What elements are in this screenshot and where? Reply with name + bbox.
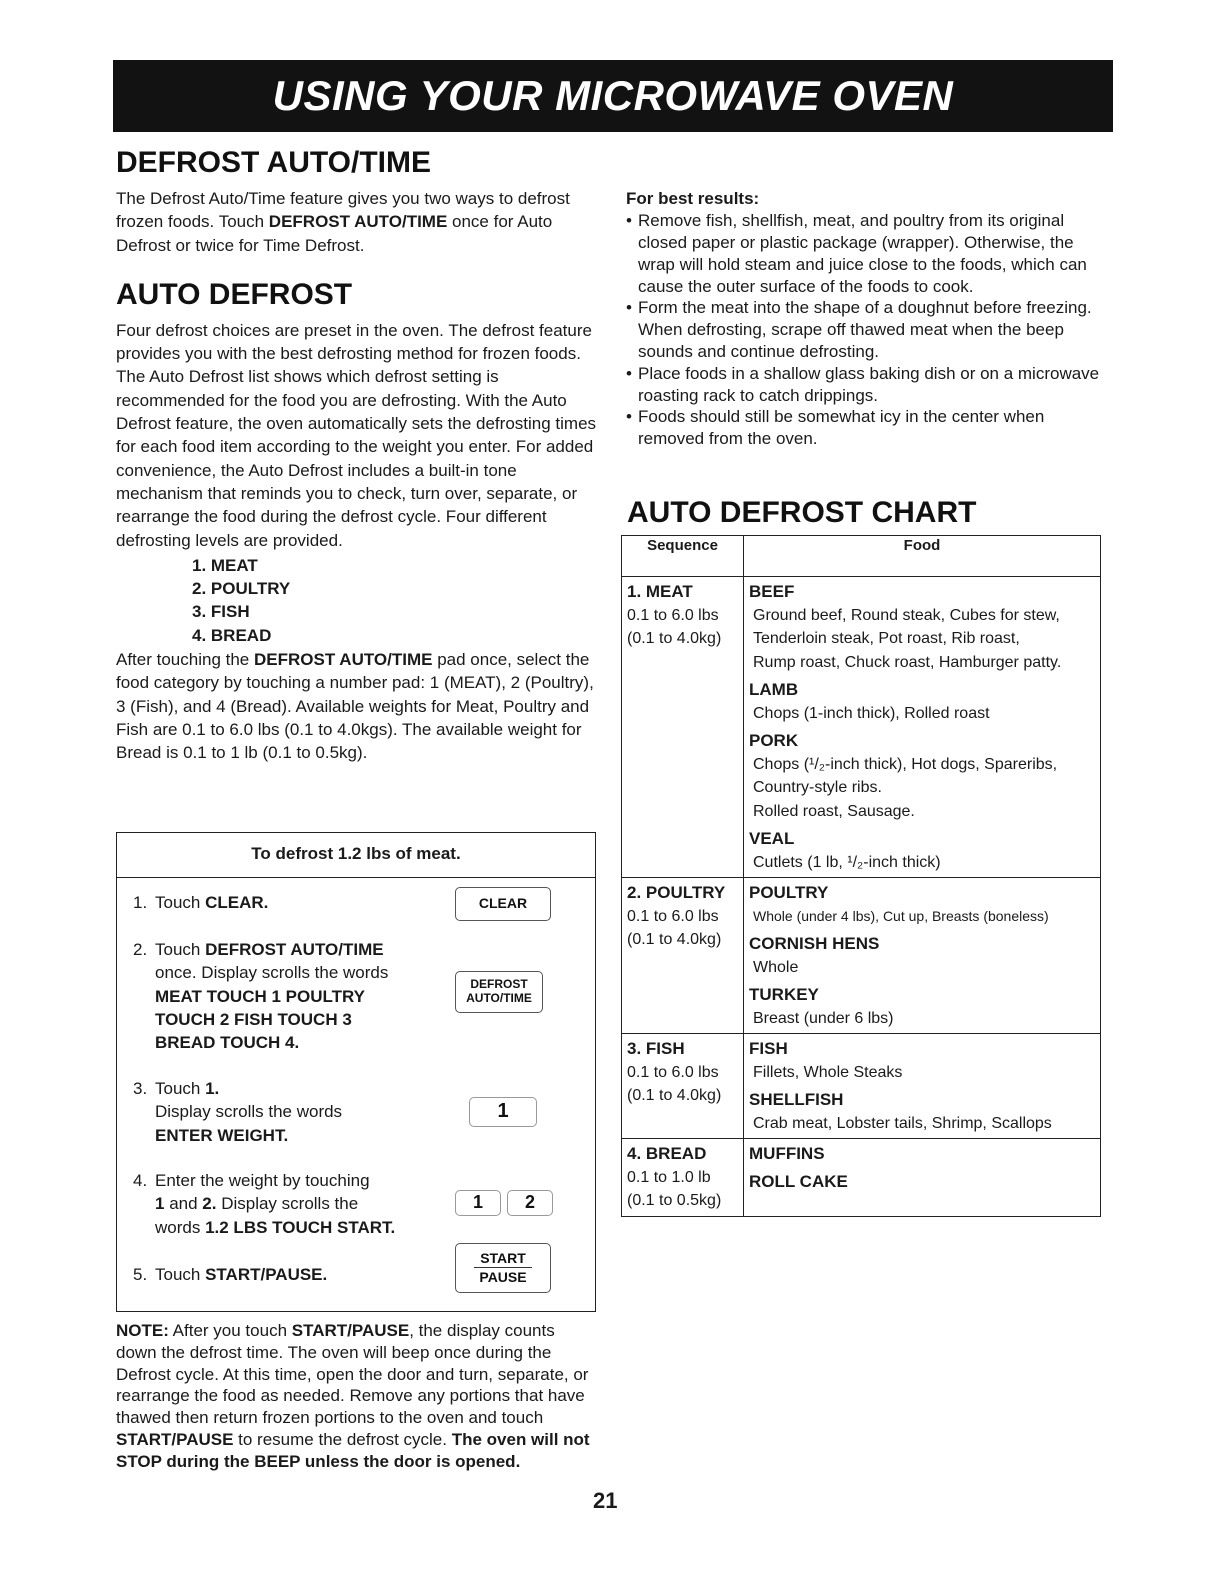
food-item: Fillets, Whole Steaks: [753, 1063, 903, 1081]
step-3: 3. Touch 1. Display scrolls the words ENTER WEIGHT.: [133, 1079, 343, 1145]
food-category: PORK: [749, 731, 799, 750]
sequence-name: 4. BREAD: [627, 1144, 707, 1163]
auto-defrost-chart-table: [621, 535, 1101, 1217]
sequence-cell: [622, 878, 744, 1034]
sequence-cell: [622, 1034, 744, 1139]
table-row: [622, 577, 1101, 878]
page-number: 21: [593, 1488, 618, 1513]
defrost-autotime-intro: The Defrost Auto/Time feature gives you two ways to defrost frozen foods. Touch DEFROST AUTO/TIME once for Auto Defrost or twice for Time Defrost.: [116, 189, 570, 255]
sequence-cell: [622, 577, 744, 878]
food-item: Crab meat, Lobster tails, Shrimp, Scallops: [753, 1114, 1052, 1132]
food-category: CORNISH HENS: [749, 934, 880, 953]
food-item: Rolled roast, Sausage.: [753, 802, 915, 820]
food-item: Chops (1-inch thick), Rolled roast: [753, 704, 990, 722]
example-title: To defrost 1.2 lbs of meat.: [117, 833, 595, 878]
auto-defrost-paragraph: Four defrost choices are preset in the oven. The defrost feature provides you with the best defrosting method for frozen foods. The Auto Defrost list shows which defrost setting is recommended for the food you are defrosting. With the Auto Defrost feature, the oven automatically sets the defrosting times for each food item according to the weight you enter. For added convenience, the Auto Defrost includes a built-in tone mechanism that reminds you to check, turn over, separate, or rearrange the food during the defrost cycle. Four different defrosting levels are provided.: [116, 320, 597, 550]
weight-kg: (0.1 to 4.0kg): [627, 931, 722, 948]
list-item: • Foods should still be somewhat icy in the center when removed from the oven.: [626, 407, 1045, 449]
food-cell: [744, 1139, 1101, 1217]
best-results-list: [626, 210, 1104, 450]
step-1: 1. Touch CLEAR.: [133, 893, 269, 912]
step-5: 5. Touch START/PAUSE.: [133, 1265, 328, 1284]
food-category: BEEF: [749, 582, 795, 601]
food-item: Ground beef, Round steak, Cubes for stew,: [753, 606, 1060, 624]
weight-lbs: 0.1 to 6.0 lbs: [627, 606, 719, 624]
weight-kg: (0.1 to 4.0kg): [627, 1087, 722, 1104]
sequence-cell: [622, 1139, 744, 1217]
weight-lbs: 0.1 to 6.0 lbs: [627, 907, 719, 925]
food-cell: [744, 878, 1101, 1034]
step-2: 2. Touch DEFROST AUTO/TIME once. Display scrolls the words MEAT TOUCH 1 POULTRY TOUCH 2 FISH TOUCH 3 BREAD TOUCH 4.: [133, 940, 389, 1053]
food-category: POULTRY: [749, 883, 829, 902]
food-item: Tenderloin steak, Pot roast, Rib roast,: [753, 630, 1020, 647]
food-category: SHELLFISH: [749, 1090, 844, 1109]
list-item: • Place foods in a shallow glass baking dish or on a microwave roasting rack to catch drippings.: [626, 363, 1100, 405]
weight-lbs: 0.1 to 6.0 lbs: [627, 1063, 719, 1081]
auto-defrost-chart-heading: AUTO DEFROST CHART: [627, 496, 977, 529]
weight-kg: (0.1 to 4.0kg): [627, 630, 722, 647]
food-category: TURKEY: [749, 985, 819, 1004]
list-item: • Remove fish, shellfish, meat, and poultry from its original closed paper or plastic package (wrapper). Otherwise, the wrap will hold steam and juice close to the foods, which can cause the outer surface of the foods to cook.: [626, 211, 1087, 296]
sequence-name: 1. MEAT: [627, 582, 693, 601]
defrost-autotime-heading: DEFROST AUTO/TIME: [116, 146, 431, 179]
auto-defrost-instructions: After touching the DEFROST AUTO/TIME pad once, select the food category by touching a number pad: 1 (MEAT), 2 (Poultry), 3 (Fish), and 4 (Bread). Available weights for Meat, Poultry and Fish are 0.1 to 6.0 lbs (0.1 to 4.0kgs). The available weight for Bread is 0.1 to 1 lb (0.1 to 0.5kg).: [116, 650, 594, 763]
defrost-autotime-pad-icon: DEFROST AUTO/TIME: [455, 971, 543, 1013]
food-item: Rump roast, Chuck roast, Hamburger patty.: [753, 653, 1062, 671]
food-cell: [744, 1034, 1101, 1139]
food-item: Breast (under 6 lbs): [753, 1009, 894, 1027]
table-row: [622, 1139, 1101, 1217]
defrost-levels-list: [192, 554, 598, 647]
auto-defrost-heading: AUTO DEFROST: [116, 277, 353, 311]
table-header-row: [622, 536, 1101, 577]
number-one-pad-icon: 1: [455, 1190, 501, 1216]
list-item: 3. FISH: [192, 602, 250, 622]
number-two-pad-icon: 2: [507, 1190, 553, 1216]
list-item: 2. POULTRY: [192, 579, 291, 599]
list-item: 4. BREAD: [192, 625, 272, 645]
right-column: [626, 187, 1104, 450]
food-category: LAMB: [749, 680, 799, 699]
food-category: FISH: [749, 1039, 788, 1058]
weight-kg: (0.1 to 0.5kg): [627, 1192, 722, 1209]
food-item: Cutlets (1 lb, ¹/₂-inch thick): [753, 853, 941, 871]
food-item: Whole: [753, 958, 799, 976]
food-category: ROLL CAKE: [749, 1171, 848, 1191]
defrost-example-box: [116, 832, 596, 1312]
food-item: Whole (under 4 lbs), Cut up, Breasts (boneless): [753, 907, 1049, 924]
sequence-name: 3. FISH: [627, 1039, 685, 1058]
table-row: [622, 878, 1101, 1034]
column-header-food: Food: [744, 536, 1101, 577]
food-cell: [744, 577, 1101, 878]
left-column: [116, 145, 598, 765]
start-pause-pad-icon: START PAUSE: [455, 1243, 551, 1293]
food-item: Country-style ribs.: [753, 779, 882, 796]
page-banner: [113, 60, 1113, 132]
food-category: MUFFINS: [749, 1144, 825, 1163]
food-category: VEAL: [749, 829, 795, 848]
defrost-note: NOTE: After you touch START/PAUSE, the display counts down the defrost time. The oven will beep once during the Defrost cycle. At this time, open the door and turn, separate, or rearrange the food as needed. Remove any portions that have thawed then return frozen portions to the oven and touch START/PAUSE to resume the defrost cycle. The oven will not STOP during the BEEP unless the door is opened.: [116, 1321, 590, 1471]
clear-pad-icon: CLEAR: [455, 887, 551, 921]
best-results-heading: For best results:: [626, 189, 760, 208]
column-header-sequence: Sequence: [622, 536, 744, 577]
sequence-name: 2. POULTRY: [627, 883, 726, 902]
list-item: 1. MEAT: [192, 555, 258, 575]
weight-lbs: 0.1 to 1.0 lb: [627, 1168, 711, 1186]
banner-title: USING YOUR MICROWAVE OVEN: [272, 72, 954, 119]
table-row: [622, 1034, 1101, 1139]
step-4: 4. Enter the weight by touching 1 and 2. Display scrolls the words 1.2 LBS TOUCH START.: [133, 1171, 396, 1237]
food-item: Chops (¹/₂-inch thick), Hot dogs, Spareribs,: [753, 755, 1058, 773]
list-item: • Form the meat into the shape of a doughnut before freezing. When defrosting, scrape off thawed meat when the beep sounds and continue defrosting.: [626, 298, 1092, 362]
number-one-pad-icon: 1: [469, 1097, 537, 1127]
